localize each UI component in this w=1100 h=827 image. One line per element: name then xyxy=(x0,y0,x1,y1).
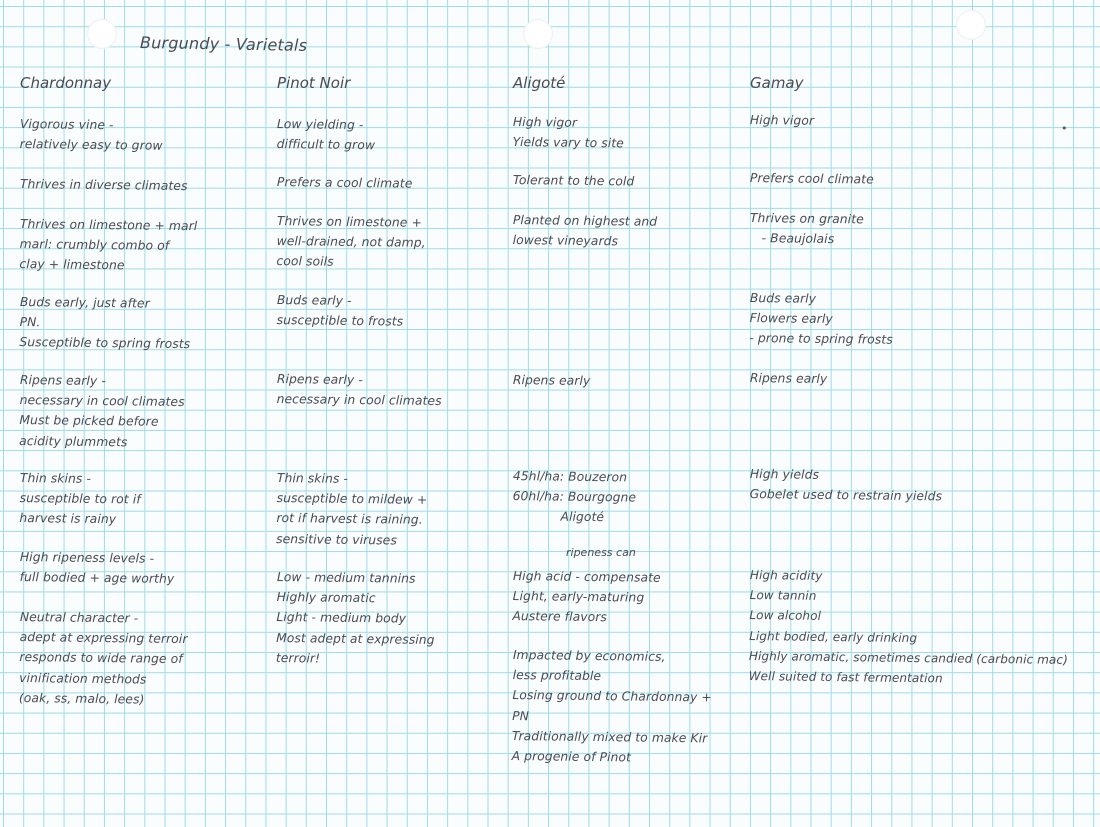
page-title: Burgundy - Varietals xyxy=(139,33,308,55)
note: Buds early Flowers early - prone to spring frosts xyxy=(749,290,893,348)
note: Ripens early xyxy=(512,372,591,388)
column-heading: Gamay xyxy=(750,74,804,92)
note: Thrives in diverse climates xyxy=(19,176,188,194)
note: Thrives on granite - Beaujolais xyxy=(749,210,864,247)
note: Planted on highest and lowest vineyards xyxy=(512,212,658,249)
note: Buds early - susceptible to frosts xyxy=(276,292,404,329)
note: High vigor Yields vary to site xyxy=(512,114,624,151)
note: Ripens early xyxy=(749,370,828,386)
note: Thrives on limestone + well-drained, not damp, cool soils xyxy=(276,213,426,270)
column-chardonnay xyxy=(20,0,270,827)
column-gamay xyxy=(748,0,1068,827)
note: High acidity Low tannin Low alcohol Light bodied, early drinking Highly aromatic, sometimes candied (carbonic mac) Well suited to fast fermentation xyxy=(748,567,1068,686)
column-pinot-noir xyxy=(277,0,527,827)
note: Low yielding - difficult to grow xyxy=(276,116,376,153)
note: Thin skins - susceptible to mildew + rot if harvest is raining. sensitive to viruses xyxy=(276,470,428,548)
note: Neutral character - adept at expressing terroir responds to wide range of vinification methods (oak, ss, malo, lees) xyxy=(18,609,188,707)
column-heading: Aligoté xyxy=(513,74,566,92)
note: Impacted by economics, less profitable Losing ground to Chardonnay + PN Traditionally mixed to make Kir A progenie of Pinot xyxy=(511,647,712,765)
note: High ripeness levels - full bodied + age worthy xyxy=(19,549,175,587)
column-aligote xyxy=(513,0,763,827)
note: High vigor xyxy=(749,112,815,128)
note: Ripens early - necessary in cool climates xyxy=(276,371,442,409)
note: Thin skins - susceptible to rot if harvest is rainy xyxy=(19,470,141,527)
note: High yields Gobelet used to restrain yields xyxy=(749,466,943,504)
note: Thrives on limestone + marl marl: crumbly combo of clay + limestone xyxy=(19,216,198,273)
note: Ripens early - necessary in cool climates Must be picked before acidity plummets xyxy=(19,372,185,449)
note: 45hl/ha: Bouzeron 60hl/ha: Bourgogne Aligoté xyxy=(512,468,637,525)
caret-insertion-note: ripeness can xyxy=(566,546,636,559)
note: High acid - compensate Light, early-maturing Austere flavors xyxy=(512,568,661,625)
note: Low - medium tannins Highly aromatic Light - medium body Most adept at expressing terroir! xyxy=(275,569,435,666)
pencil-mark: • xyxy=(1061,122,1068,135)
note: Vigorous vine - relatively easy to grow xyxy=(19,116,163,153)
column-heading: Chardonnay xyxy=(20,74,112,92)
note: Prefers cool climate xyxy=(749,170,874,187)
note: Tolerant to the cold xyxy=(512,172,635,189)
note: Prefers a cool climate xyxy=(276,174,413,191)
note: Buds early, just after PN. Susceptible to spring frosts xyxy=(19,294,191,352)
column-heading: Pinot Noir xyxy=(277,74,351,92)
